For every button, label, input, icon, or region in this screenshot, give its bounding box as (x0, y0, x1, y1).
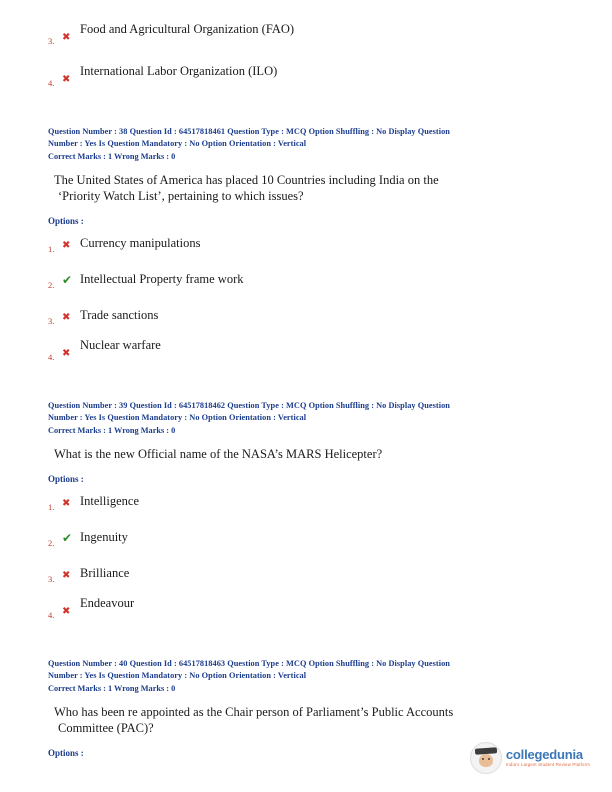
options-label: Options : (48, 474, 84, 484)
option-text: Food and Agricultural Organization (FAO) (80, 22, 295, 36)
question-marks: Correct Marks : 1 Wrong Marks : 0 (48, 426, 176, 435)
option-number: 1. (48, 244, 55, 254)
wrong-mark-icon: ✖ (62, 312, 71, 323)
option-number: 2. (48, 538, 55, 548)
watermark-brand: collegedunia (505, 747, 583, 763)
option-row[interactable] (48, 266, 564, 302)
option-row[interactable] (48, 302, 564, 338)
wrong-mark-icon: ✖ (62, 606, 71, 617)
question-meta-line-1: Question Number : 39 Question Id : 64517818462 Question Type : MCQ Option Shuffling : No Display Question (48, 401, 450, 410)
option-number: 3. (48, 574, 55, 584)
watermark-text (506, 748, 590, 767)
student-avatar-icon (470, 742, 502, 774)
option-row[interactable] (48, 64, 564, 100)
wrong-mark-icon: ✖ (62, 348, 71, 359)
question-text-line-2: Committee (PAC)? (58, 721, 154, 735)
option-number: 2. (48, 280, 55, 290)
option-row[interactable] (48, 338, 564, 374)
option-row[interactable] (48, 22, 564, 58)
option-text: Ingenuity (80, 530, 128, 544)
question-meta (48, 126, 564, 149)
option-text: Intelligence (80, 494, 139, 508)
option-text: Endeavour (80, 596, 135, 610)
option-number: 4. (48, 610, 55, 620)
question-text (48, 446, 564, 462)
option-number: 3. (48, 316, 55, 326)
options-label: Options : (48, 748, 84, 758)
watermark-tagline: India's Largest Student Review Platform (505, 762, 590, 768)
option-text: Nuclear warfare (80, 338, 161, 352)
correct-mark-icon: ✔ (62, 531, 73, 545)
question-meta-line-2: Number : Yes Is Question Mandatory : No Option Orientation : Vertical (48, 412, 307, 422)
question-text-line-1: Who has been re appointed as the Chair person of Parliament’s Public Accounts (54, 705, 454, 719)
question-text (48, 704, 564, 736)
option-number: 3. (48, 36, 55, 46)
question-text (48, 172, 564, 204)
option-text: Brilliance (80, 566, 130, 580)
question-text-line-2: ‘Priority Watch List’, pertaining to which issues? (58, 189, 304, 203)
option-row[interactable] (48, 560, 564, 596)
question-block-39 (48, 400, 564, 632)
correct-mark-icon: ✔ (62, 273, 73, 287)
question-meta-line-1: Question Number : 38 Question Id : 64517818461 Question Type : MCQ Option Shuffling : No Display Question (48, 127, 450, 136)
option-row[interactable] (48, 230, 564, 266)
continued-options-list (48, 22, 564, 100)
question-meta-line-2: Number : Yes Is Question Mandatory : No Option Orientation : Vertical (48, 670, 307, 680)
option-text: International Labor Organization (ILO) (80, 64, 278, 78)
option-text: Intellectual Property frame work (80, 272, 244, 286)
question-meta-line-2: Number : Yes Is Question Mandatory : No Option Orientation : Vertical (48, 138, 307, 148)
question-marks: Correct Marks : 1 Wrong Marks : 0 (48, 684, 176, 693)
wrong-mark-icon: ✖ (62, 498, 71, 509)
wrong-mark-icon: ✖ (62, 570, 71, 581)
option-number: 4. (48, 352, 55, 362)
question-meta (48, 400, 564, 423)
option-text: Trade sanctions (80, 308, 159, 322)
option-number: 4. (48, 78, 55, 88)
option-row[interactable] (48, 596, 564, 632)
question-marks: Correct Marks : 1 Wrong Marks : 0 (48, 152, 176, 161)
wrong-mark-icon: ✖ (62, 240, 71, 251)
question-block-38 (48, 126, 564, 374)
question-meta-line-1: Question Number : 40 Question Id : 64517818463 Question Type : MCQ Option Shuffling : No Display Question (48, 659, 450, 668)
option-row[interactable] (48, 488, 564, 524)
options-label: Options : (48, 216, 84, 226)
question-text-line-1: The United States of America has placed 10 Countries including India on the (54, 173, 439, 187)
wrong-mark-icon: ✖ (62, 74, 71, 85)
question-meta (48, 658, 564, 681)
option-number: 1. (48, 502, 55, 512)
wrong-mark-icon: ✖ (62, 32, 71, 43)
option-text: Currency manipulations (80, 236, 201, 250)
watermark (470, 742, 590, 774)
option-row[interactable] (48, 524, 564, 560)
question-text-line-1: What is the new Official name of the NASA’s MARS Helicepter? (54, 447, 383, 461)
